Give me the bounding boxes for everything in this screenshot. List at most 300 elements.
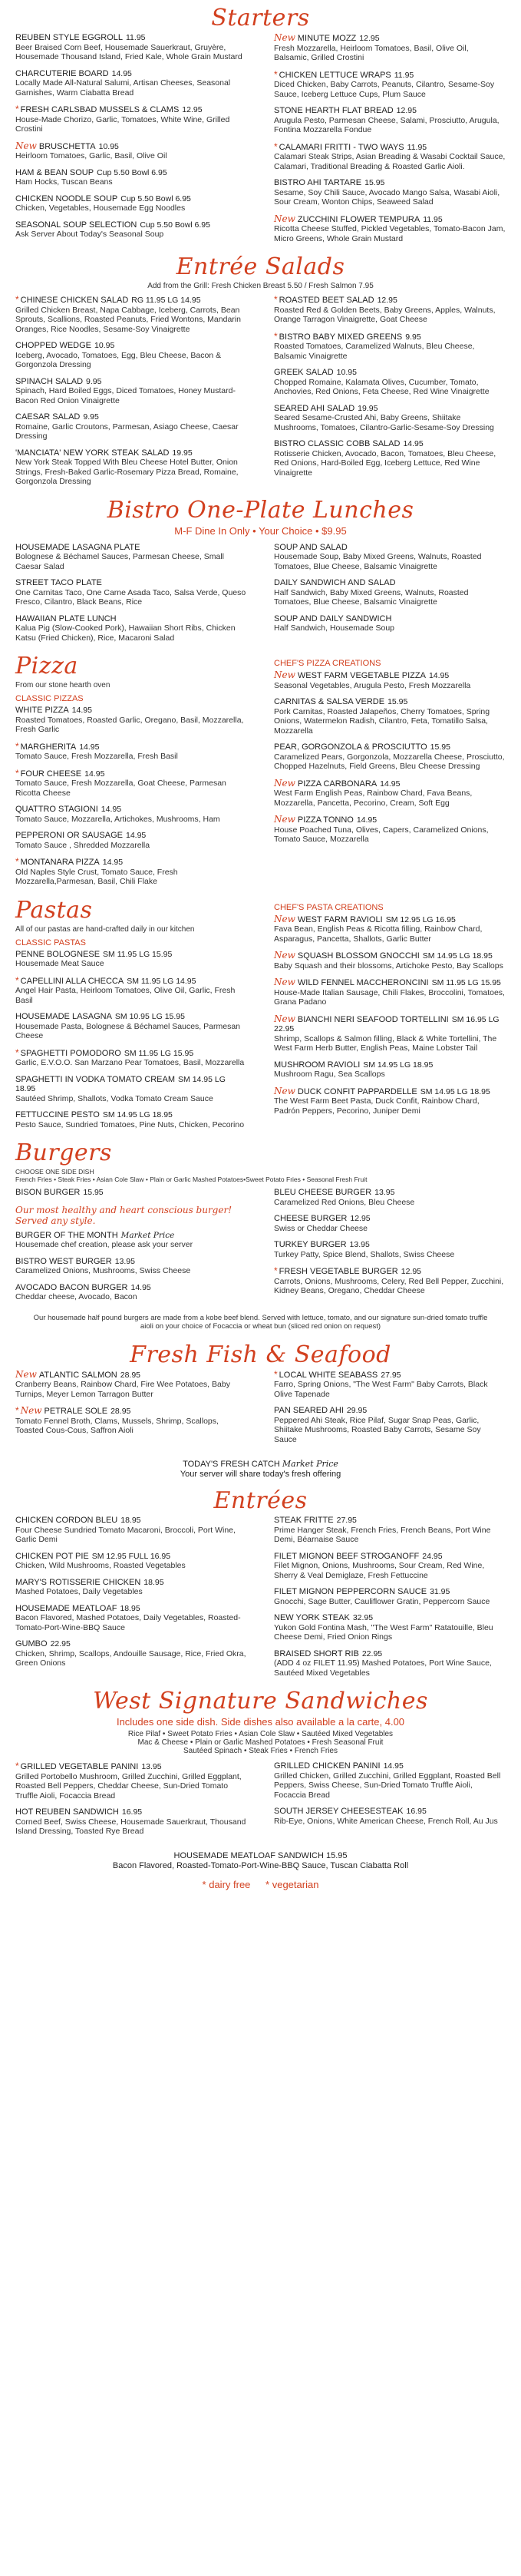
menu-item xyxy=(274,951,506,971)
diet-mark: * xyxy=(274,330,278,342)
menu-item-name: WEST FARM VEGETABLE PIZZA xyxy=(297,671,426,680)
menu-item-price: SM 16.95 LG 22.95 xyxy=(274,1014,500,1033)
menu-item-name: CARNITAS & SALSA VERDE xyxy=(274,697,385,706)
menu-item-price: 19.95 xyxy=(358,403,378,413)
menu-item-description: The West Farm Beet Pasta, Duck Confit, Rainbow Chard, Padrón Peppers, Pecorino, Juniper Demi xyxy=(274,1096,480,1116)
menu-item-name: QUATTRO STAGIONI xyxy=(15,805,98,814)
menu-item xyxy=(274,1370,506,1400)
menu-item-name: SPAGHETTI IN VODKA TOMATO CREAM xyxy=(15,1074,176,1084)
diet-mark: * xyxy=(274,1265,278,1276)
menu-item-header xyxy=(15,1012,247,1022)
menu-item-header xyxy=(15,1283,247,1293)
menu-item-description: Locally Made All-Natural Salumi, Artisan Cheeses, Seasonal Garnishes, Warm Ciabatta Bread xyxy=(15,78,231,98)
menu-item-description: Housemade Soup, Baby Mixed Greens, Walnuts, Roasted Tomatoes, Blue Cheese, Balsamic Vinaigrette xyxy=(274,552,482,571)
menu-item xyxy=(274,914,506,944)
menu-item-description: Filet Mignon, Onions, Mushrooms, Sour Cream, Red Wine, Sherry & Veal Demiglaze, Fresh Fettuccine xyxy=(274,1561,485,1580)
menu-item-header xyxy=(15,976,247,987)
menu-item-price: SM 11.95 LG 15.95 xyxy=(103,949,173,959)
pizza-columns xyxy=(15,650,506,894)
menu-item xyxy=(15,1257,247,1276)
menu-item-description: Tomato Fennel Broth, Clams, Mussels, Shrimp, Scallops, Toasted Cous-Cous, Saffron Aioli xyxy=(15,1416,219,1435)
menu-item-name: GRILLED CHICKEN PANINI xyxy=(274,1761,381,1771)
menu-item xyxy=(15,69,247,98)
pastas-subtitle: All of our pastas are hand-crafted daily in our kitchen xyxy=(15,924,195,934)
menu-item-price: SM 14.95 LG 18.95 xyxy=(420,1086,490,1096)
menu-item-price: 10.95 xyxy=(98,141,119,151)
diet-mark: * xyxy=(15,974,19,986)
menu-item-header xyxy=(274,1060,506,1070)
menu-item-description: Calamari Steak Strips, Asian Breading & Wasabi Cocktail Sauce, Calamari, Traditional Breading & Roasted Garlic Aioli. xyxy=(274,152,506,171)
menu-item-name: PAN SEARED AHI xyxy=(274,1406,344,1415)
menu-item-price: SM 14.95 LG 18.95 xyxy=(102,1110,173,1119)
fresh-catch-name: TODAY'S FRESH CATCH xyxy=(183,1460,280,1469)
menu-item-price: 14.95 xyxy=(125,831,147,840)
menu-item-header xyxy=(15,706,247,716)
lunches-right xyxy=(274,543,506,650)
lunches-columns xyxy=(15,543,506,650)
new-tag: New xyxy=(20,1405,42,1416)
menu-item xyxy=(15,141,247,161)
menu-item-header xyxy=(15,1807,247,1817)
menu-item-header xyxy=(15,1578,247,1588)
sandwiches-title: West Signature Sandwiches xyxy=(93,1688,428,1715)
menu-item-description: Caramelized Pears, Gorgonzola, Mozzarella Cheese, Prosciutto, Chopped Hazelnuts, Field Greens, Bleu Cheese Dressing xyxy=(274,752,505,771)
menu-item-header xyxy=(274,214,506,225)
menu-item-price: 16.95 xyxy=(406,1807,427,1816)
new-tag: New xyxy=(274,913,295,924)
menu-item-description: Carrots, Onions, Mushrooms, Celery, Red Bell Pepper, Zucchini, Kidney Beans, Oregano, Cheddar Cheese xyxy=(274,1276,504,1295)
fish-columns xyxy=(15,1370,506,1452)
menu-item-header xyxy=(15,1370,247,1381)
fresh-catch xyxy=(15,1459,506,1480)
menu-item-name: SQUASH BLOSSOM GNOCCHI xyxy=(297,951,420,961)
menu-item-description: Roasted Red & Golden Beets, Baby Greens, Apples, Walnuts, Orange Tarragon Vinaigrette, Goat Cheese xyxy=(274,305,496,324)
menu-item xyxy=(274,1240,506,1259)
diet-mark: * xyxy=(15,104,19,114)
menu-item-description: Turkey Patty, Spice Blend, Shallots, Swiss Cheese xyxy=(274,1249,455,1259)
menu-item xyxy=(274,70,506,100)
menu-item xyxy=(274,779,506,809)
menu-item-description: Beer Braised Corn Beef, Housemade Sauerkraut, Gruyère, Housemade Thousand Island, Fried Kale, Whole Grain Mustard xyxy=(15,42,242,61)
menu-item-description: Bolognese & Béchamel Sauces, Parmesan Cheese, Small Caesar Salad xyxy=(15,552,224,571)
menu-item-price: SM 14.95 LG 18.95 xyxy=(15,1074,226,1093)
menu-item-header xyxy=(274,295,506,306)
menu-item-header xyxy=(274,1370,506,1381)
menu-item-name: DUCK CONFIT PAPPARDELLE xyxy=(297,1086,417,1096)
menu-item-price: 15.95 xyxy=(364,178,385,187)
menu-item-name: SPINACH SALAD xyxy=(15,376,84,386)
menu-item-price: 28.95 xyxy=(120,1370,141,1380)
menu-item-name: PETRALE SOLE xyxy=(44,1407,108,1416)
menu-item-description: Ask Server About Today's Seasonal Soup xyxy=(15,230,164,239)
menu-item-name: CHICKEN POT PIE xyxy=(15,1551,89,1561)
menu-item-name: CHICKEN CORDON BLEU xyxy=(15,1516,118,1525)
menu-item-description: Roasted Tomatoes, Roasted Garlic, Oregano, Basil, Mozzarella, Fresh Garlic xyxy=(15,715,244,734)
menu-item-price: 14.95 xyxy=(111,68,132,78)
fresh-catch-desc: Your server will share today's fresh offering xyxy=(180,1470,341,1479)
meatloaf-sandwich xyxy=(15,1851,506,1871)
menu-item-header xyxy=(274,977,506,988)
menu-item xyxy=(274,106,506,135)
menu-item-name: WHITE PIZZA xyxy=(15,706,69,715)
pizza-left xyxy=(15,706,247,887)
menu-item xyxy=(15,1283,247,1302)
menu-item-description: Ricotta Cheese Stuffed, Pickled Vegetables, Tomato-Bacon Jam, Micro Greens, Whole Grain Mustard xyxy=(274,224,506,243)
menu-item xyxy=(15,706,247,735)
menu-item-name: FRESH CARLSBAD MUSSELS & CLAMS xyxy=(20,105,180,114)
new-tag: New xyxy=(274,32,295,43)
legend xyxy=(15,1879,506,1890)
menu-item-description: Half Sandwich, Housemade Soup xyxy=(274,623,395,633)
menu-item-price: 15.95 xyxy=(387,697,408,706)
menu-item-header xyxy=(15,69,247,79)
menu-item-description: Chopped Romaine, Kalamata Olives, Cucumber, Tomato, Anchovies, Red Onions, Feta Cheese, Red Wine Vinaigrette xyxy=(274,377,490,396)
menu-item-name: MONTANARA PIZZA xyxy=(20,858,100,867)
menu-item-name: BIANCHI NERI SEAFOOD TORTELLINI xyxy=(297,1014,449,1024)
entrees-columns xyxy=(15,1516,506,1685)
diet-mark: * xyxy=(274,294,278,305)
entrees-left xyxy=(15,1516,247,1685)
menu-item-description: New York Steak Topped With Bleu Cheese Hotel Butter, Onion Strings, Fresh-Baked Garlic-Rosemary Pizza Bread, Romaine, Gorgonzola Dressing xyxy=(15,458,239,486)
menu-item-price: 19.95 xyxy=(172,448,193,458)
menu-item-name: REUBEN STYLE EGGROLL xyxy=(15,33,123,42)
menu-item-description: Tomato Sauce, Fresh Mozzarella, Fresh Basil xyxy=(15,752,178,761)
menu-item-price: Market Price xyxy=(120,1230,175,1240)
menu-item-price: RG 11.95 LG 14.95 xyxy=(131,296,201,305)
menu-item-description: Diced Chicken, Baby Carrots, Peanuts, Cilantro, Sesame-Soy Sauce, Iceberg Lettuce Cups, Plum Sauce xyxy=(274,80,495,99)
menu-item-header xyxy=(274,1214,506,1224)
menu-item-price: SM 14.95 LG 18.95 xyxy=(422,951,493,961)
menu-item-price: Cup 5.50 Bowl 6.95 xyxy=(120,193,191,203)
menu-item xyxy=(15,1188,247,1198)
menu-item-header xyxy=(274,1240,506,1250)
menu-item-name: CHINESE CHICKEN SALAD xyxy=(20,296,129,305)
new-tag: New xyxy=(274,977,295,987)
diet-mark: * xyxy=(15,856,19,867)
menu-item-name: ATLANTIC SALMON xyxy=(38,1370,117,1380)
menu-item xyxy=(15,578,247,607)
menu-item xyxy=(15,1761,247,1801)
sandwiches-sides-3: Sautéed Spinach • Steak Fries • French Fries xyxy=(183,1747,338,1755)
menu-item-price: 11.95 xyxy=(423,214,443,224)
menu-item-name: STEAK FRITTE xyxy=(274,1516,334,1525)
menu-item-name: PENNE BOLOGNESE xyxy=(15,949,101,959)
menu-item-description: Gnocchi, Sage Butter, Cauliflower Gratin, Peppercorn Sauce xyxy=(274,1596,490,1606)
menu-item-description: Four Cheese Sundried Tomato Macaroni, Broccoli, Port Wine, Garlic Demi xyxy=(15,1525,236,1544)
menu-item-header xyxy=(15,1552,247,1562)
menu-item-price: 28.95 xyxy=(110,1407,131,1416)
menu-item-header xyxy=(15,614,247,624)
menu-item-header xyxy=(15,831,247,841)
menu-item-price: 14.95 xyxy=(102,858,124,867)
menu-item xyxy=(15,1552,247,1571)
menu-item xyxy=(15,742,247,762)
menu-item-description: Tomato Sauce , Shredded Mozzarella xyxy=(15,840,150,850)
menu-item-description: Tomato Sauce, Mozzarella, Artichokes, Mushrooms, Ham xyxy=(15,814,220,824)
menu-item-price: 14.95 xyxy=(428,671,450,680)
menu-item-price: 13.95 xyxy=(349,1240,370,1249)
menu-item-price: SM 11.95 LG 15.95 xyxy=(431,978,501,987)
menu-item-name: LOCAL WHITE SEABASS xyxy=(279,1370,378,1380)
menu-item-price: 12.95 xyxy=(182,105,203,114)
new-tag: New xyxy=(274,213,295,224)
menu-item-header xyxy=(15,141,247,152)
menu-item-header xyxy=(274,1266,506,1277)
menu-item-price: 12.95 xyxy=(350,1214,371,1223)
menu-item-header xyxy=(15,1639,247,1649)
menu-item-price: 13.95 xyxy=(374,1188,395,1197)
menu-item xyxy=(274,439,506,478)
menu-item-description: Cheddar cheese, Avocado, Bacon xyxy=(15,1292,137,1301)
menu-item xyxy=(274,1266,506,1296)
menu-item-name: ZUCCHINI FLOWER TEMPURA xyxy=(297,214,420,224)
menu-item xyxy=(15,769,247,799)
menu-item-header xyxy=(15,1406,247,1417)
menu-item-price: 14.95 xyxy=(380,779,401,789)
menu-item-name: FOUR CHEESE xyxy=(20,769,82,779)
fish-title: Fresh Fish & Seafood xyxy=(130,1341,391,1368)
menu-item-description: Farro, Spring Onions, "The West Farm" Baby Carrots, Black Olive Tapenade xyxy=(274,1380,488,1399)
lunches-left xyxy=(15,543,247,650)
menu-item-header xyxy=(274,779,506,789)
menu-item-price: 16.95 xyxy=(121,1807,143,1817)
menu-item-header xyxy=(15,742,247,752)
menu-item-header xyxy=(15,543,247,553)
menu-item-name: FILET MIGNON PEPPERCORN SAUCE xyxy=(274,1587,427,1596)
menu-item-description: Sesame, Soy Chili Sauce, Avocado Mango Salsa, Wasabi Aioli, Sour Cream, Wonton Chips, Seaweed Salad xyxy=(274,187,500,207)
menu-item-price: 9.95 xyxy=(86,376,102,386)
menu-item-description: Pesto Sauce, Sundried Tomatoes, Pine Nuts, Chicken, Pecorino xyxy=(15,1119,245,1129)
menu-item-header xyxy=(274,1587,506,1597)
burgers-options: French Fries • Steak Fries • Asian Cole Slaw • Plain or Garlic Mashed Potatoes•Sweet Potato Fries • Seasonal Fresh Fruit xyxy=(15,1176,368,1183)
menu-item xyxy=(15,104,247,134)
menu-item-header xyxy=(15,341,247,351)
pastas-right-category: CHEF'S PASTA CREATIONS xyxy=(274,902,384,912)
menu-item-header xyxy=(15,33,247,43)
menu-item-price: Cup 5.50 Bowl 6.95 xyxy=(97,167,167,177)
menu-item xyxy=(274,578,506,607)
menu-item xyxy=(274,142,506,172)
menu-item-price: 12.95 xyxy=(396,106,417,115)
menu-item xyxy=(274,1552,506,1581)
menu-item xyxy=(15,168,247,187)
menu-item-price: 22.95 xyxy=(361,1648,383,1658)
entrees-title: Entrées xyxy=(213,1487,308,1514)
menu-item-name: CHEESE BURGER xyxy=(274,1214,348,1223)
menu-item-name: SEASONAL SOUP SELECTION xyxy=(15,220,137,230)
diet-mark: * xyxy=(274,1368,278,1380)
menu-item-header xyxy=(274,1188,506,1198)
menu-item-name: PIZZA CARBONARA xyxy=(297,779,378,789)
menu-item-price: 12.95 xyxy=(377,296,397,305)
menu-item-name: FRESH VEGETABLE BURGER xyxy=(279,1267,398,1276)
pizza-right-category: CHEF'S PIZZA CREATIONS xyxy=(274,659,381,668)
pizza-left-category: CLASSIC PIZZAS xyxy=(15,694,84,703)
sandwiches-sides-2: Mac & Cheese • Plain or Garlic Mashed Potatoes • Fresh Seasonal Fruit xyxy=(137,1738,384,1747)
menu-item xyxy=(274,614,506,633)
menu-item-header xyxy=(274,368,506,378)
menu-item-header xyxy=(274,614,506,624)
menu-item-header xyxy=(274,1516,506,1526)
pizza-title: Pizza xyxy=(15,653,78,680)
burgers-columns xyxy=(15,1188,506,1309)
menu-item xyxy=(15,1048,247,1068)
menu-item-price: 9.95 xyxy=(405,332,421,342)
menu-page xyxy=(15,0,506,1890)
menu-item-header xyxy=(274,742,506,752)
menu-item-price: 14.95 xyxy=(79,742,100,752)
menu-item-description: Seared Sesame-Crusted Ahi, Baby Greens, Shiitake Mushrooms, Tomatoes, Cilantro-Garlic-Sesame-Soy Dressing xyxy=(274,413,494,432)
fish-left xyxy=(15,1370,247,1452)
menu-item-description: House-Made Chorizo, Garlic, Tomatoes, White Wine, Grilled Crostini xyxy=(15,114,230,134)
menu-item-header xyxy=(15,1110,247,1120)
menu-item-header xyxy=(15,448,247,458)
menu-item xyxy=(274,815,506,845)
menu-item-name: ROASTED BEET SALAD xyxy=(279,296,374,305)
menu-item-price: 13.95 xyxy=(141,1762,162,1771)
menu-item-header xyxy=(15,220,247,230)
entrees-right xyxy=(274,1516,506,1685)
menu-item xyxy=(274,295,506,325)
menu-item xyxy=(15,1370,247,1400)
menu-item-price: 14.95 xyxy=(383,1761,404,1771)
menu-item-header xyxy=(15,1604,247,1614)
menu-item xyxy=(15,1516,247,1545)
menu-item-price: 18.95 xyxy=(120,1603,140,1613)
menu-item-header xyxy=(274,70,506,81)
menu-item-price: 14.95 xyxy=(403,439,424,448)
menu-item-description: Housemade Meat Sauce xyxy=(15,959,104,968)
menu-item-price: 10.95 xyxy=(94,341,115,350)
menu-item xyxy=(274,1214,506,1233)
menu-item-description: Spinach, Hard Boiled Eggs, Diced Tomatoes, Honey Mustard-Bacon Red Onion Vinaigrette xyxy=(15,386,236,405)
menu-item-price: SM 14.95 LG 18.95 xyxy=(363,1060,434,1070)
menu-item xyxy=(15,194,247,213)
menu-item-header xyxy=(274,332,506,342)
entree-salads-title: Entrée Salads xyxy=(176,253,345,280)
menu-item-header xyxy=(274,1014,506,1034)
menu-item-name: CHICKEN NOODLE SOUP xyxy=(15,193,118,203)
menu-item xyxy=(274,1613,506,1642)
menu-item-name: BURGER OF THE MONTH xyxy=(15,1230,118,1240)
menu-item-header xyxy=(274,33,506,44)
menu-item-header xyxy=(15,194,247,204)
menu-item-name: HAM & BEAN SOUP xyxy=(15,167,94,177)
menu-item-name: PEAR, GORGONZOLA & PROSCIUTTO xyxy=(274,742,427,752)
menu-item-price: 12.95 xyxy=(401,1267,422,1276)
menu-item xyxy=(15,1604,247,1633)
menu-item-description: West Farm English Peas, Rainbow Chard, Fava Beans, Mozzarella, Pancetta, Pecorino, Cream, Soft Egg xyxy=(274,789,473,808)
menu-item-name: WEST FARM RAVIOLI xyxy=(297,914,383,924)
pizza-subtitle: From our stone hearth oven xyxy=(15,681,110,689)
menu-item-description: Garlic, E.V.O.O. San Marzano Pear Tomatoes, Basil, Mozzarella xyxy=(15,1058,245,1067)
menu-item-description: Housemade Pasta, Bolognese & Béchamel Sauces, Parmesan Cheese xyxy=(15,1021,241,1040)
menu-item-name: BISTRO BABY MIXED GREENS xyxy=(279,332,403,342)
entree-salads-subtitle: Add from the Grill: Fresh Chicken Breast 5.50 / Fresh Salmon 7.95 xyxy=(147,282,374,290)
menu-item-description: Roasted Tomatoes, Caramelized Walnuts, Bleu Cheese, Balsamic Vinaigrette xyxy=(274,342,475,361)
menu-item xyxy=(15,1012,247,1041)
menu-item-name: GUMBO xyxy=(15,1639,48,1648)
menu-item-price: 13.95 xyxy=(114,1256,135,1266)
menu-item xyxy=(15,220,247,240)
menu-item-price: 14.95 xyxy=(84,769,105,779)
menu-item-name: STONE HEARTH FLAT BREAD xyxy=(274,106,394,115)
diet-mark: * xyxy=(15,294,19,305)
menu-item xyxy=(274,670,506,690)
menu-item-name: MINUTE MOZZ xyxy=(297,34,357,43)
menu-item-description: Old Naples Style Crust, Tomato Sauce, Fresh Mozzarella,Parmesan, Basil, Chili Flake xyxy=(15,867,178,886)
menu-item-description: House Poached Tuna, Olives, Capers, Caramelized Onions, Tomato Sauce, Mozzarella xyxy=(274,825,489,844)
menu-item-name: BISON BURGER xyxy=(15,1188,81,1197)
menu-item-name: BISTRO WEST BURGER xyxy=(15,1256,112,1266)
menu-item-header xyxy=(15,377,247,387)
menu-item xyxy=(274,543,506,572)
menu-item xyxy=(15,805,247,824)
diet-mark: * xyxy=(15,1047,19,1058)
menu-item xyxy=(15,1406,247,1436)
fish-right xyxy=(274,1370,506,1452)
menu-item-header xyxy=(274,815,506,825)
menu-item-description: Tomato Sauce, Fresh Mozzarella, Goat Cheese, Parmesan Ricotta Cheese xyxy=(15,779,226,798)
menu-item-description: Half Sandwich, Baby Mixed Greens, Walnuts, Roasted Tomatoes, Blue Cheese, Balsamic Vinaigrette xyxy=(274,587,469,607)
menu-item-price: 24.95 xyxy=(422,1551,443,1561)
menu-item xyxy=(274,1587,506,1606)
menu-item-name: CAPELLINI ALLA CHECCA xyxy=(20,976,124,986)
menu-item xyxy=(274,33,506,63)
diet-mark: * xyxy=(15,1405,19,1416)
menu-item-description: Grilled Portobello Mushroom, Grilled Zucchini, Grilled Eggplant, Roasted Bell Peppers, Cheddar Cheese, Sun-Dried Tomato Truffle Aioli, Focaccia Bread xyxy=(15,1771,242,1801)
meatloaf-sandwich-price: 15.95 xyxy=(325,1850,348,1860)
menu-item-description: Baby Squash and their blossoms, Artichoke Pesto, Bay Scallops xyxy=(274,961,503,971)
menu-item-header xyxy=(15,1075,247,1094)
menu-item-header xyxy=(274,1649,506,1659)
menu-item-name: NEW YORK STEAK xyxy=(274,1613,350,1622)
menu-item-description: Caramelized Red Onions, Bleu Cheese xyxy=(274,1197,415,1207)
menu-item-description: Romaine, Garlic Croutons, Parmesan, Asiago Cheese, Caesar Dressing xyxy=(15,422,239,441)
menu-item-description: Chicken, Wild Mushrooms, Roasted Vegetables xyxy=(15,1561,186,1570)
pastas-title: Pastas xyxy=(15,896,93,924)
menu-item-description: Mushroom Ragu, Sea Scallops xyxy=(274,1070,385,1079)
menu-item-name: CHICKEN LETTUCE WRAPS xyxy=(279,70,391,80)
menu-item-name: BISTRO AHI TARTARE xyxy=(274,178,362,187)
sandwiches-right xyxy=(274,1761,506,1844)
diet-mark: * xyxy=(274,68,278,80)
menu-item-name: HOUSEMADE MEATLOAF xyxy=(15,1603,117,1613)
menu-item-header xyxy=(274,578,506,588)
starters-right xyxy=(274,33,506,250)
menu-item-header xyxy=(15,412,247,422)
diet-mark: * xyxy=(15,1761,19,1771)
burgers-note: Our housemade half pound burgers are made from a kobe beef blend. Served with lettuce, tomato, and our signature sun-dried tomato truffle aioli on your choice of Focaccia or wheat bun (sliced red onion on request) xyxy=(33,1313,488,1331)
menu-item-name: HAWAIIAN PLATE LUNCH xyxy=(15,613,117,623)
menu-item-price: SM 12.95 FULL 16.95 xyxy=(91,1551,171,1561)
menu-item-header xyxy=(274,404,506,414)
menu-item xyxy=(274,1761,506,1800)
menu-item-header xyxy=(274,439,506,449)
menu-item-price: 10.95 xyxy=(336,368,357,377)
menu-item xyxy=(15,412,247,441)
menu-item-price: 14.95 xyxy=(130,1282,151,1292)
burgers-script-2: Served any style. xyxy=(15,1215,96,1226)
lunches-subtitle: M-F Dine In Only • Your Choice • $9.95 xyxy=(174,524,347,537)
menu-item-name: BLEU CHEESE BURGER xyxy=(274,1188,372,1197)
menu-item xyxy=(15,543,247,572)
menu-item-description: One Carnitas Taco, One Carne Asada Taco, Salsa Verde, Queso Fresco, Cilantro, Black Beans, Rice xyxy=(15,587,246,607)
lunches-title: Bistro One-Plate Lunches xyxy=(107,496,414,524)
menu-item-price: 11.95 xyxy=(394,70,414,80)
menu-item-description: Mashed Potatoes, Daily Vegetables xyxy=(15,1587,143,1596)
menu-item-price: 14.95 xyxy=(71,706,92,715)
